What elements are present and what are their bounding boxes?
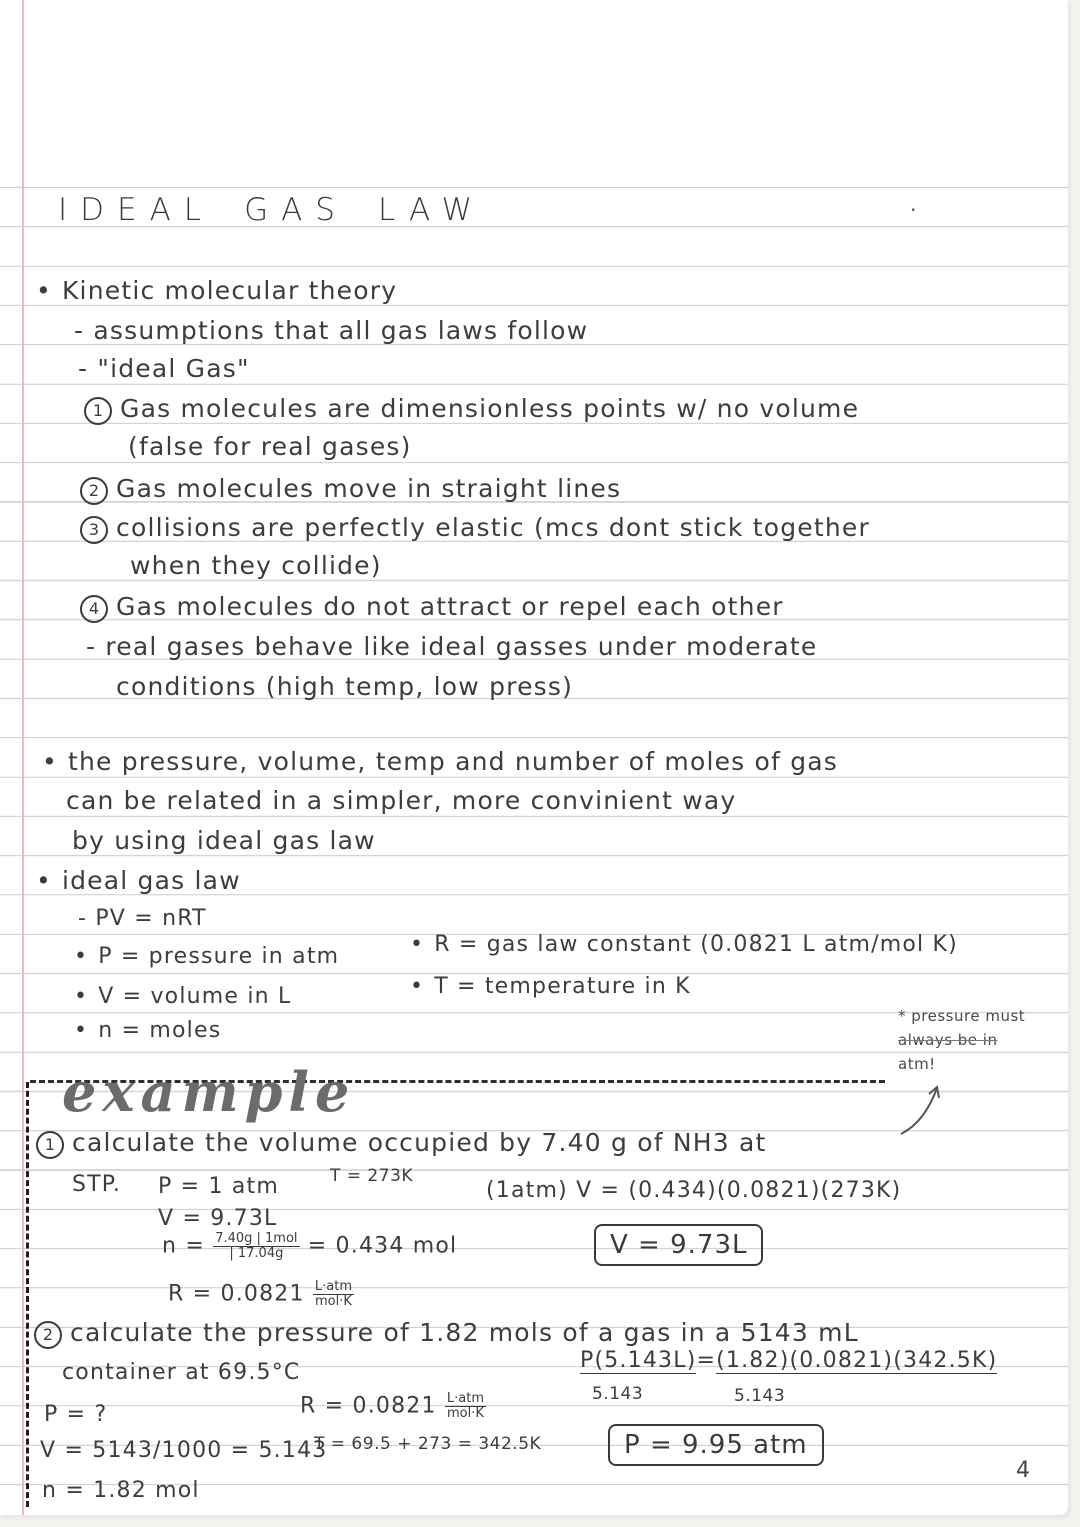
assumption-4-text: Gas molecules do not attract or repel each other: [116, 592, 784, 621]
assumption-2: [80, 474, 621, 505]
number-1-icon: 1: [84, 397, 112, 425]
unit-numerator: L·atm: [446, 1391, 484, 1406]
title-word-law: LAW: [377, 192, 486, 228]
kmt-sub-ideal-gas: - "ideal Gas": [78, 354, 250, 383]
equation-right-denominator: 5.143: [734, 1386, 786, 1406]
problem-2-question: [34, 1318, 859, 1349]
equation-left: P(5.143L): [580, 1348, 697, 1373]
unit-denominator: mol·K: [447, 1406, 484, 1421]
problem-1-stp: STP.: [72, 1172, 122, 1197]
assumption-1: [84, 394, 859, 425]
var-t: • T = temperature in K: [410, 974, 691, 999]
problem-2-r-value: R = 0.0821: [300, 1393, 437, 1419]
problem-1-moles-fraction: [213, 1232, 299, 1261]
number-1-icon: 1: [36, 1131, 64, 1159]
problem-2-r: [300, 1392, 486, 1421]
title-word-ideal: IDEAL: [58, 192, 215, 228]
margin-line: [22, 0, 24, 1515]
number-2-icon: 2: [80, 477, 108, 505]
example-left-border: [26, 1082, 29, 1507]
problem-1-volume: V = 9.73L: [158, 1206, 278, 1231]
number-2-icon: 2: [34, 1321, 62, 1349]
var-v: • V = volume in L: [74, 984, 291, 1009]
problem-2-text: calculate the pressure of 1.82 mols of a gas in a 5143 mL: [70, 1318, 859, 1347]
fraction-denominator: | 17.04g: [229, 1246, 284, 1261]
equation-right: (1.82)(0.0821)(342.5K): [716, 1348, 998, 1373]
fraction-numerator: 7.40g | 1mol: [215, 1231, 298, 1246]
relation-line-2: can be related in a simpler, more convinient way: [66, 786, 737, 815]
side-note: [898, 1004, 1025, 1076]
problem-2-pressure: P = ?: [44, 1402, 108, 1427]
igl-formula: - PV = nRT: [78, 906, 207, 931]
equation-left-denominator: 5.143: [592, 1384, 644, 1404]
page-top-margin: [0, 0, 1068, 150]
problem-2-r-units: [445, 1392, 486, 1421]
problem-1-pressure: P = 1 atm: [158, 1174, 280, 1199]
assumption-3-text: collisions are perfectly elastic (mcs dont stick together: [116, 513, 870, 542]
problem-2-temperature: T = 69.5 + 273 = 342.5K: [314, 1434, 542, 1454]
problem-1-r-units: [313, 1280, 354, 1309]
relation-line-1: • the pressure, volume, temp and number of moles of gas: [42, 747, 838, 776]
number-3-icon: 3: [80, 516, 108, 544]
assumption-3: [80, 513, 870, 544]
stray-mark: ·: [910, 198, 917, 222]
problem-1-temperature: T = 273K: [330, 1166, 414, 1186]
problem-1-moles-prefix: n =: [162, 1233, 205, 1259]
page-number: 4: [1016, 1458, 1030, 1483]
assumption-1-note: (false for real gases): [128, 432, 412, 461]
problem-1-question: [36, 1128, 767, 1159]
unit-denominator: mol·K: [315, 1294, 352, 1309]
problem-2-container: container at 69.5°C: [62, 1360, 301, 1385]
real-gases-note: - real gases behave like ideal gasses under moderate: [86, 632, 818, 661]
example-heading: example: [62, 1060, 356, 1124]
assumption-2-text: Gas molecules move in straight lines: [116, 474, 622, 503]
page-title: [58, 192, 515, 228]
problem-1-text: calculate the volume occupied by 7.40 g of NH3 at: [72, 1128, 767, 1157]
problem-1-r: [168, 1280, 354, 1309]
problem-2-answer: P = 9.95 atm: [608, 1424, 824, 1466]
number-4-icon: 4: [80, 595, 108, 623]
var-n: • n = moles: [74, 1018, 221, 1043]
side-note-line-2: always be in: [898, 1031, 998, 1049]
var-r: • R = gas law constant (0.0821 L atm/mol K): [410, 932, 958, 957]
kmt-heading: • Kinetic molecular theory: [36, 276, 397, 305]
problem-2-equation: P(5.143L)=(1.82)(0.0821)(342.5K): [580, 1348, 998, 1373]
problem-1-moles: [162, 1232, 457, 1261]
problem-1-answer: V = 9.73L: [594, 1224, 763, 1266]
problem-1-r-value: R = 0.0821: [168, 1281, 305, 1307]
problem-2-moles: n = 1.82 mol: [42, 1478, 200, 1503]
unit-numerator: L·atm: [314, 1279, 352, 1294]
assumption-1-text: Gas molecules are dimensionless points w/ no volume: [120, 394, 860, 423]
arrow-up-right-icon: [895, 1082, 945, 1138]
igl-heading: • ideal gas law: [36, 866, 241, 895]
assumption-4: [80, 592, 784, 623]
problem-1-moles-result: = 0.434 mol: [307, 1233, 458, 1259]
title-word-gas: GAS: [244, 192, 348, 228]
kmt-sub-assumptions: - assumptions that all gas laws follow: [74, 316, 589, 345]
real-gases-conditions: conditions (high temp, low press): [116, 672, 574, 701]
problem-1-equation: (1atm) V = (0.434)(0.0821)(273K): [486, 1178, 902, 1203]
relation-line-3: by using ideal gas law: [72, 826, 376, 855]
side-note-line-1: * pressure must: [898, 1007, 1026, 1025]
side-note-line-3: atm!: [898, 1055, 936, 1073]
problem-2-volume: V = 5143/1000 = 5.143: [40, 1438, 328, 1463]
var-p: • P = pressure in atm: [74, 944, 339, 969]
assumption-3-continued: when they collide): [130, 551, 382, 580]
